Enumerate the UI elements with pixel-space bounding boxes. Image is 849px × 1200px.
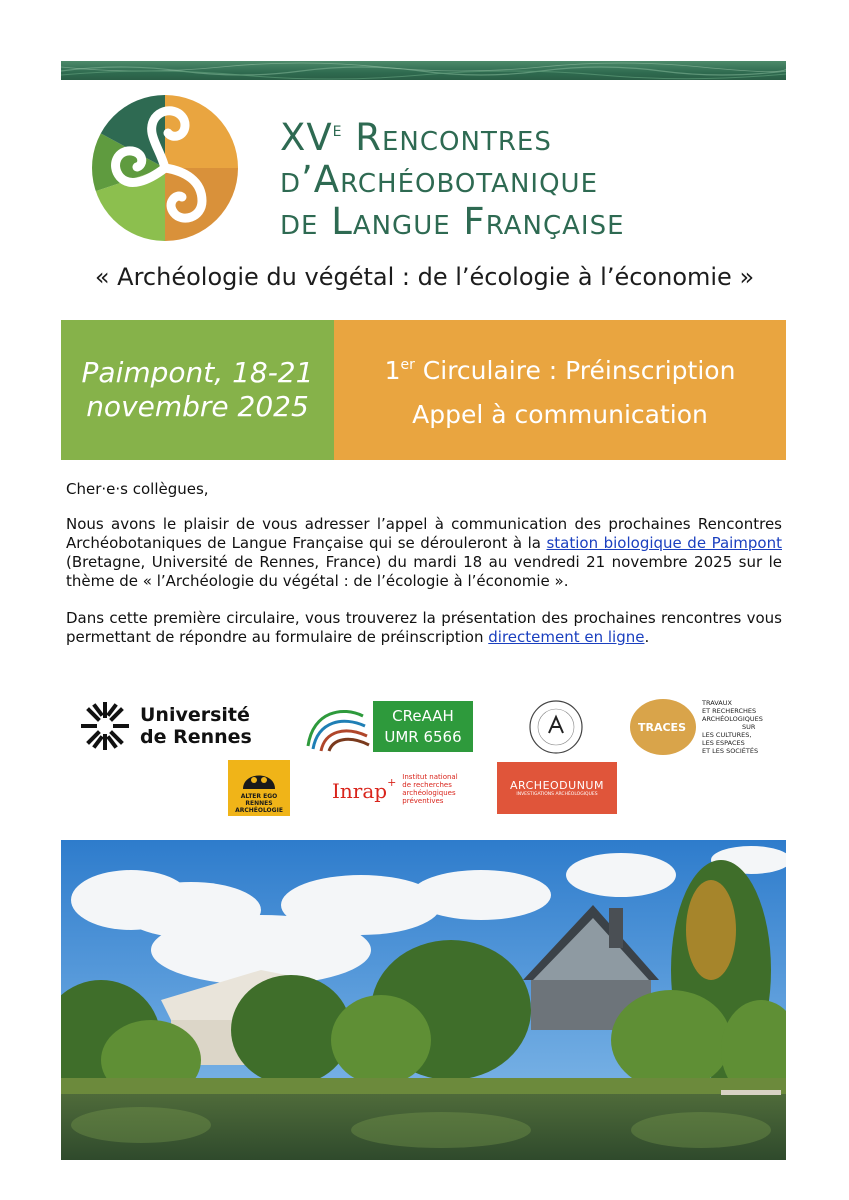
title-line-3: de Langue Française bbox=[280, 200, 625, 243]
inrap-description: Institut national de recherches archéologiques préventives bbox=[402, 773, 458, 805]
traces-emblem: TRACES bbox=[630, 699, 696, 755]
creaah-swirl-icon bbox=[303, 701, 373, 752]
greeting: Cher·e·s collègues, bbox=[66, 480, 209, 498]
creaah-logo bbox=[303, 701, 473, 752]
title-line-2: d’Archéobotanique bbox=[280, 158, 598, 201]
conference-title bbox=[280, 108, 760, 243]
alter-ego-logo bbox=[228, 760, 290, 816]
traces-logo bbox=[630, 697, 770, 757]
universite-rennes-logo bbox=[80, 700, 255, 752]
circular-title: 1er Circulaire : Préinscription bbox=[384, 356, 736, 385]
traces-description: TRAVAUX ET RECHERCHES ARCHÉOLOGIQUES SUR LES CULTURES, LES ESPACES ET LES SOCIÉTÉS bbox=[702, 699, 763, 755]
registration-link[interactable]: directement en ligne bbox=[488, 628, 645, 646]
archaeology-seal-logo bbox=[525, 697, 587, 757]
station-link[interactable]: station biologique de Paimpont bbox=[546, 534, 782, 552]
location-line-2: novembre 2025 bbox=[86, 390, 309, 423]
archeodunum-logo: ARCHEODUNUM INVESTIGATIONS ARCHÉOLOGIQUES bbox=[497, 762, 617, 814]
decorative-pattern bbox=[61, 61, 786, 80]
conference-logo bbox=[90, 93, 240, 243]
rennes-emblem-icon bbox=[80, 701, 130, 751]
triskele-icon bbox=[90, 93, 240, 243]
call-for-papers: Appel à communication bbox=[412, 400, 708, 429]
location-line-1: Paimpont, 18-21 bbox=[81, 356, 314, 389]
inrap-wordmark: Inrap+ bbox=[332, 775, 397, 803]
letter-body bbox=[66, 480, 782, 663]
alter-ego-label: ALTER EGO RENNES ARCHÉOLOGIE bbox=[235, 792, 283, 814]
title-line-1: XVe Rencontres bbox=[280, 116, 552, 159]
rennes-wordmark: Université de Rennes bbox=[140, 704, 252, 748]
theme-subtitle: « Archéologie du végétal : de l’écologie à l’économie » bbox=[94, 263, 755, 291]
inrap-logo bbox=[332, 768, 482, 810]
header-band bbox=[61, 61, 786, 80]
event-location-box bbox=[61, 320, 334, 460]
seal-icon bbox=[525, 697, 587, 757]
alter-ego-mask-icon bbox=[239, 763, 279, 793]
paragraph-1: Nous avons le plaisir de vous adresser l’appel à communication des prochaines Rencontres Archéobotaniques de Langue Française qui se dérouleront à la station biologique de Paimpont (Bretagne, Université de Rennes, France) du mardi 18 au vendredi 21 novembre 2025 sur le thème de « l’Archéologie du végétal : de l’écologie à l’économie ». bbox=[66, 515, 782, 590]
paragraph-2: Dans cette première circulaire, vous trouverez la présentation des prochaines rencontres vous permettant de répondre au formulaire de préinscription directement en ligne. bbox=[66, 609, 782, 646]
circular-box bbox=[334, 320, 786, 460]
inrap-plus-icon: + bbox=[387, 775, 397, 789]
station-photo bbox=[61, 840, 786, 1160]
creaah-label: CReAAH UMR 6566 bbox=[373, 701, 473, 752]
station-landscape-image bbox=[61, 840, 786, 1160]
